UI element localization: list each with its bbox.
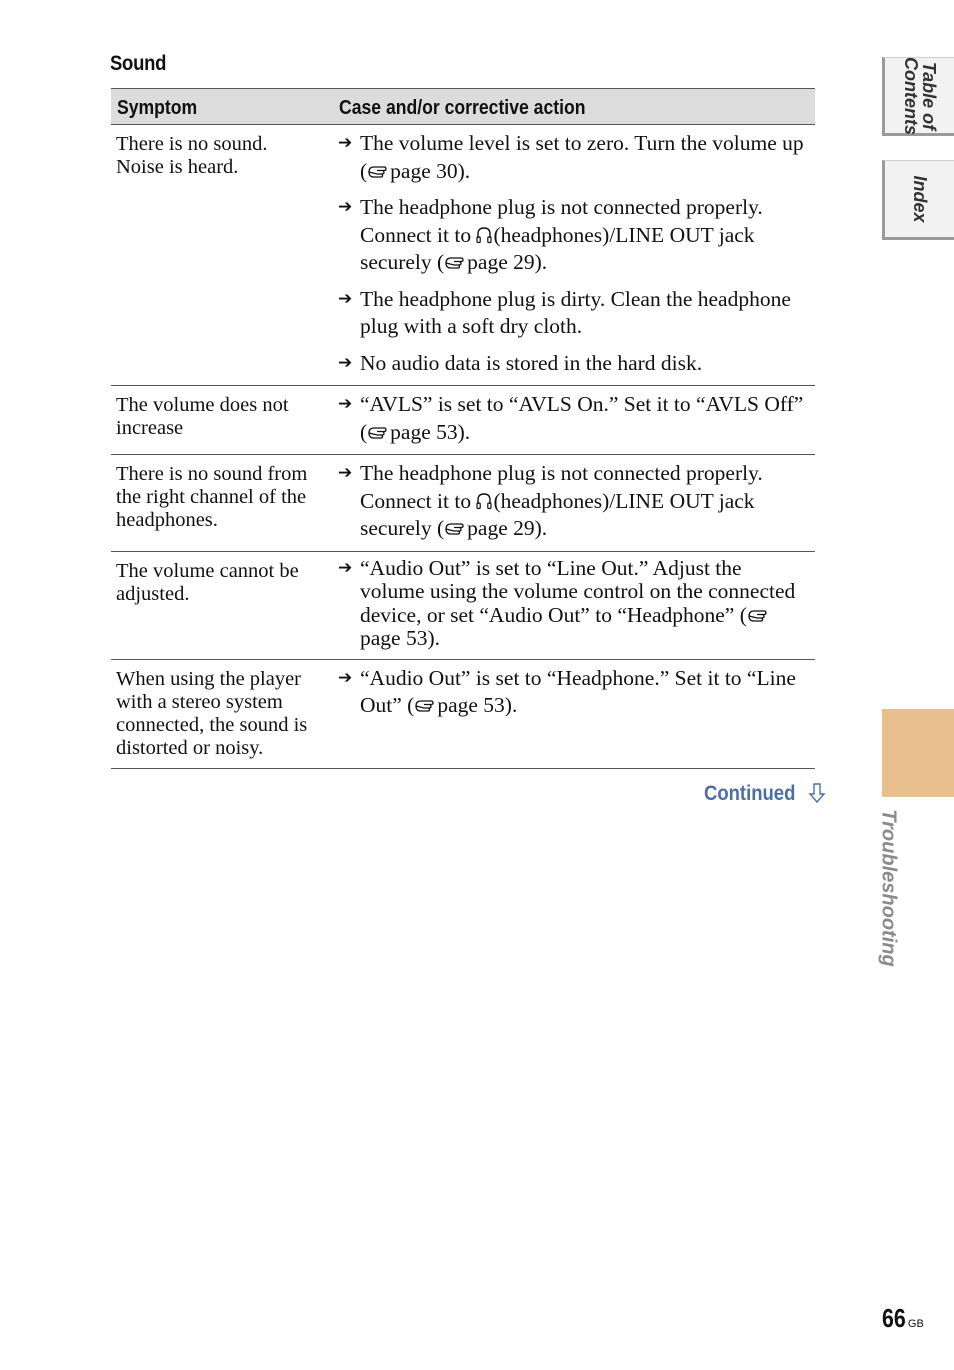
action-item: ➔ The volume level is set to zero. Turn the volume up ( page 30). [338,130,809,185]
tab-index-label: Index [909,175,930,223]
arrow-right-icon: ➔ [338,133,353,153]
page-reference[interactable]: page 53 [390,419,458,444]
action-item: ➔ The headphone plug is dirty. Clean the headphone plug with a soft dry cloth. [338,286,809,341]
action-cell [333,455,815,552]
table-header-row [111,89,815,125]
hand-pointer-icon[interactable] [444,520,464,537]
hand-pointer-icon[interactable] [414,697,434,714]
arrow-right-icon: ➔ [338,463,353,483]
hand-pointer-icon[interactable] [444,254,464,271]
table-row [111,386,815,455]
table-row [111,455,815,552]
page-number: 66 GB [882,1303,924,1333]
arrow-right-icon: ➔ [338,557,353,578]
symptom-cell: There is no sound from the right channel of the headphones. [111,455,333,552]
continued-label: Continued [704,782,796,805]
troubleshooting-table [111,88,815,769]
action-item: ➔ The headphone plug is not connected properly. Connect it to (headphones)/LINE OUT jack securely ( page 29). [338,194,809,277]
arrow-right-icon: ➔ [338,197,353,217]
symptom-line: There is no sound. [116,133,268,155]
action-cell [333,386,815,455]
down-arrow-icon [808,782,826,804]
symptom-cell [111,125,333,386]
tab-table-of-contents[interactable] [882,57,954,136]
hand-pointer-icon[interactable] [367,424,387,441]
page-reference[interactable]: page 53 [437,693,505,717]
action-cell [333,125,815,386]
tab-index[interactable] [882,160,954,240]
action-item: ➔ The headphone plug is not connected properly. Connect it to (headphones)/LINE OUT jack securely ( page 29). [338,460,809,543]
hand-pointer-icon[interactable] [747,607,767,624]
symptom-cell: The volume does not increase [111,386,333,455]
header-symptom: Symptom [111,89,333,125]
page-reference[interactable]: page 29 [467,250,535,274]
page-reference[interactable]: page 30 [390,158,458,183]
headphones-icon [476,492,492,510]
table-row [111,551,815,659]
chapter-tab-marker [882,709,954,797]
arrow-right-icon: ➔ [338,394,353,414]
tab-toc-line1: Table of [918,61,939,130]
action-item: ➔ “Audio Out” is set to “Headphone.” Set it to “Line Out” ( page 53). [338,665,809,720]
hand-pointer-icon[interactable] [367,163,387,180]
tab-toc-line2: Contents [900,56,921,135]
continued-link[interactable] [704,782,826,806]
table-row [111,659,815,768]
table-row [111,125,815,386]
action-cell [333,659,815,768]
symptom-cell: The volume cannot be adjusted. [111,551,333,659]
arrow-right-icon: ➔ [338,352,353,373]
section-title: Sound [110,52,167,75]
arrow-right-icon: ➔ [338,667,353,688]
action-item: ➔ “AVLS” is set to “AVLS On.” Set it to “AVLS Off” ( page 53). [338,391,809,446]
action-cell [333,551,815,659]
action-item: ➔ No audio data is stored in the hard disk. [338,350,809,378]
arrow-right-icon: ➔ [338,288,353,309]
header-action: Case and/or corrective action [333,89,815,125]
headphones-icon [476,226,492,244]
action-item: ➔ “Audio Out” is set to “Line Out.” Adjust the volume using the volume control on the connected device, or set “Audio Out” to “Headphone” (page 53). [338,555,796,650]
page-reference[interactable]: page 53 [360,626,428,650]
page-reference[interactable]: page 29 [467,516,535,540]
symptom-line: Noise is heard. [116,156,239,178]
symptom-cell: When using the player with a stereo system connected, the sound is distorted or noisy. [111,659,333,768]
